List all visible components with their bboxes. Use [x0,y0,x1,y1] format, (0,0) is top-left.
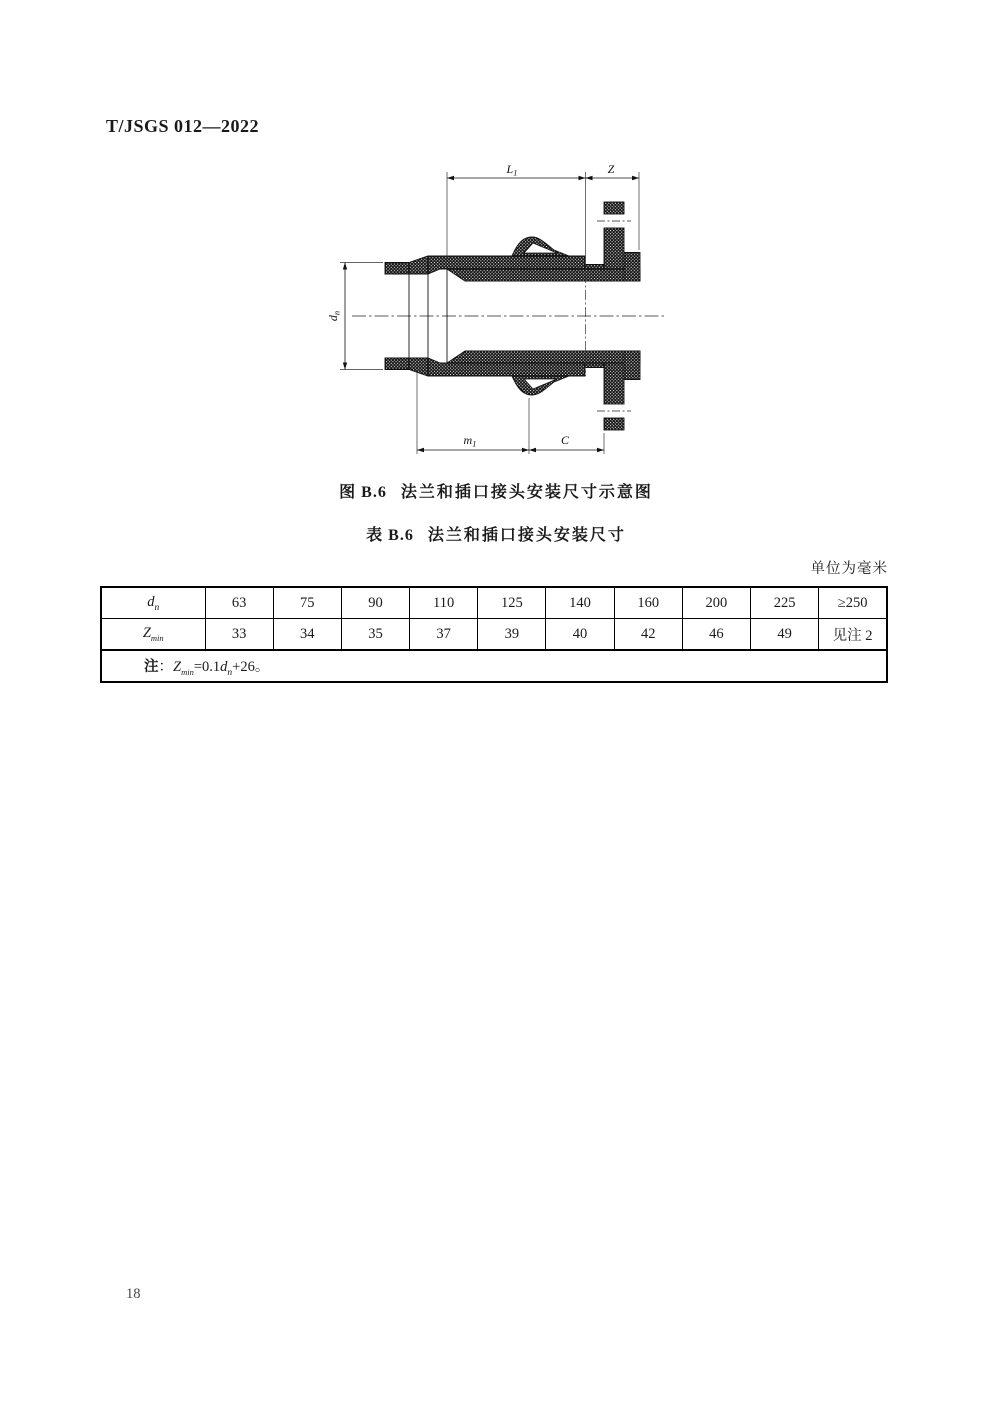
stub-collar-bottom [624,351,640,380]
dn-value: 160 [614,587,682,619]
flange-plate-top-inner [604,228,624,269]
zmin-value: 39 [478,619,546,651]
zmin-value: 见注 2 [819,619,887,651]
arrow-L1-left [447,176,454,180]
dim-label-Z: Z [607,162,615,176]
table-row-dn [101,587,887,619]
dn-value: 225 [751,587,819,619]
step-ring-bottom [585,363,604,368]
step-ring-top [585,265,604,270]
arrow-Z-left [586,176,593,180]
zmin-value: 42 [614,619,682,651]
arrow-C-right [597,448,604,452]
dn-value: 200 [682,587,750,619]
flange-plate-top-outer [604,202,624,214]
document-number-header: T/JSGS 012—2022 [106,116,260,136]
dim-label-m1: $m_1$ [463,433,477,449]
dn-value: 125 [478,587,546,619]
dn-value: 63 [205,587,273,619]
flange-plate-bottom-inner [604,363,624,404]
zmin-value: 46 [682,619,750,651]
arrow-C-left [529,448,536,452]
dim-label-C: C [560,433,570,447]
dimension-table [100,586,888,683]
table-note: 注：$Z_{min}=0.1d_n+26$。 [101,650,887,682]
dn-value: ≥250 [819,587,887,619]
figure-title: 法兰和插口接头安装尺寸示意图 [400,484,653,501]
zmin-value: 49 [751,619,819,651]
arrow-Z-right [632,176,639,180]
unit-note: 单位为毫米 [810,561,888,577]
zmin-value: 40 [546,619,614,651]
figure-b6-drawing [322,150,672,472]
table-row-zmin [101,619,887,651]
dn-value: 90 [341,587,409,619]
table-title: 法兰和插口接头安装尺寸 [427,527,626,544]
zmin-value: 34 [273,619,341,651]
arrow-dn-top [343,263,347,270]
table-caption [0,522,992,545]
figure-number: 图 B.6 [339,484,387,501]
arrow-L1-right [579,176,586,180]
arrow-dn-bottom [343,363,347,370]
dim-label-L1: $L_1$ [506,162,518,178]
spigot-pipe-wall-bottom [447,351,640,363]
flange-plate-bottom-outer [604,418,624,430]
arrow-m1-right [522,448,529,452]
row-header-dn: $d_n$ [101,587,205,619]
dn-value: 75 [273,587,341,619]
figure-caption [0,479,992,502]
table-number: 表 B.6 [366,527,414,544]
page-number: 18 [126,1286,141,1302]
dn-value: 110 [410,587,478,619]
pipe-joint-diagram [322,150,672,472]
zmin-value: 37 [410,619,478,651]
dim-label-dn: $d_n$ [326,310,342,322]
stub-collar-top [624,253,640,282]
arrow-m1-left [417,448,424,452]
zmin-value: 35 [341,619,409,651]
dn-value: 140 [546,587,614,619]
zmin-value: 33 [205,619,273,651]
spigot-pipe-wall-top [447,269,640,281]
table-note-row [101,650,887,682]
row-header-zmin: $Z_{min}$ [101,619,205,651]
